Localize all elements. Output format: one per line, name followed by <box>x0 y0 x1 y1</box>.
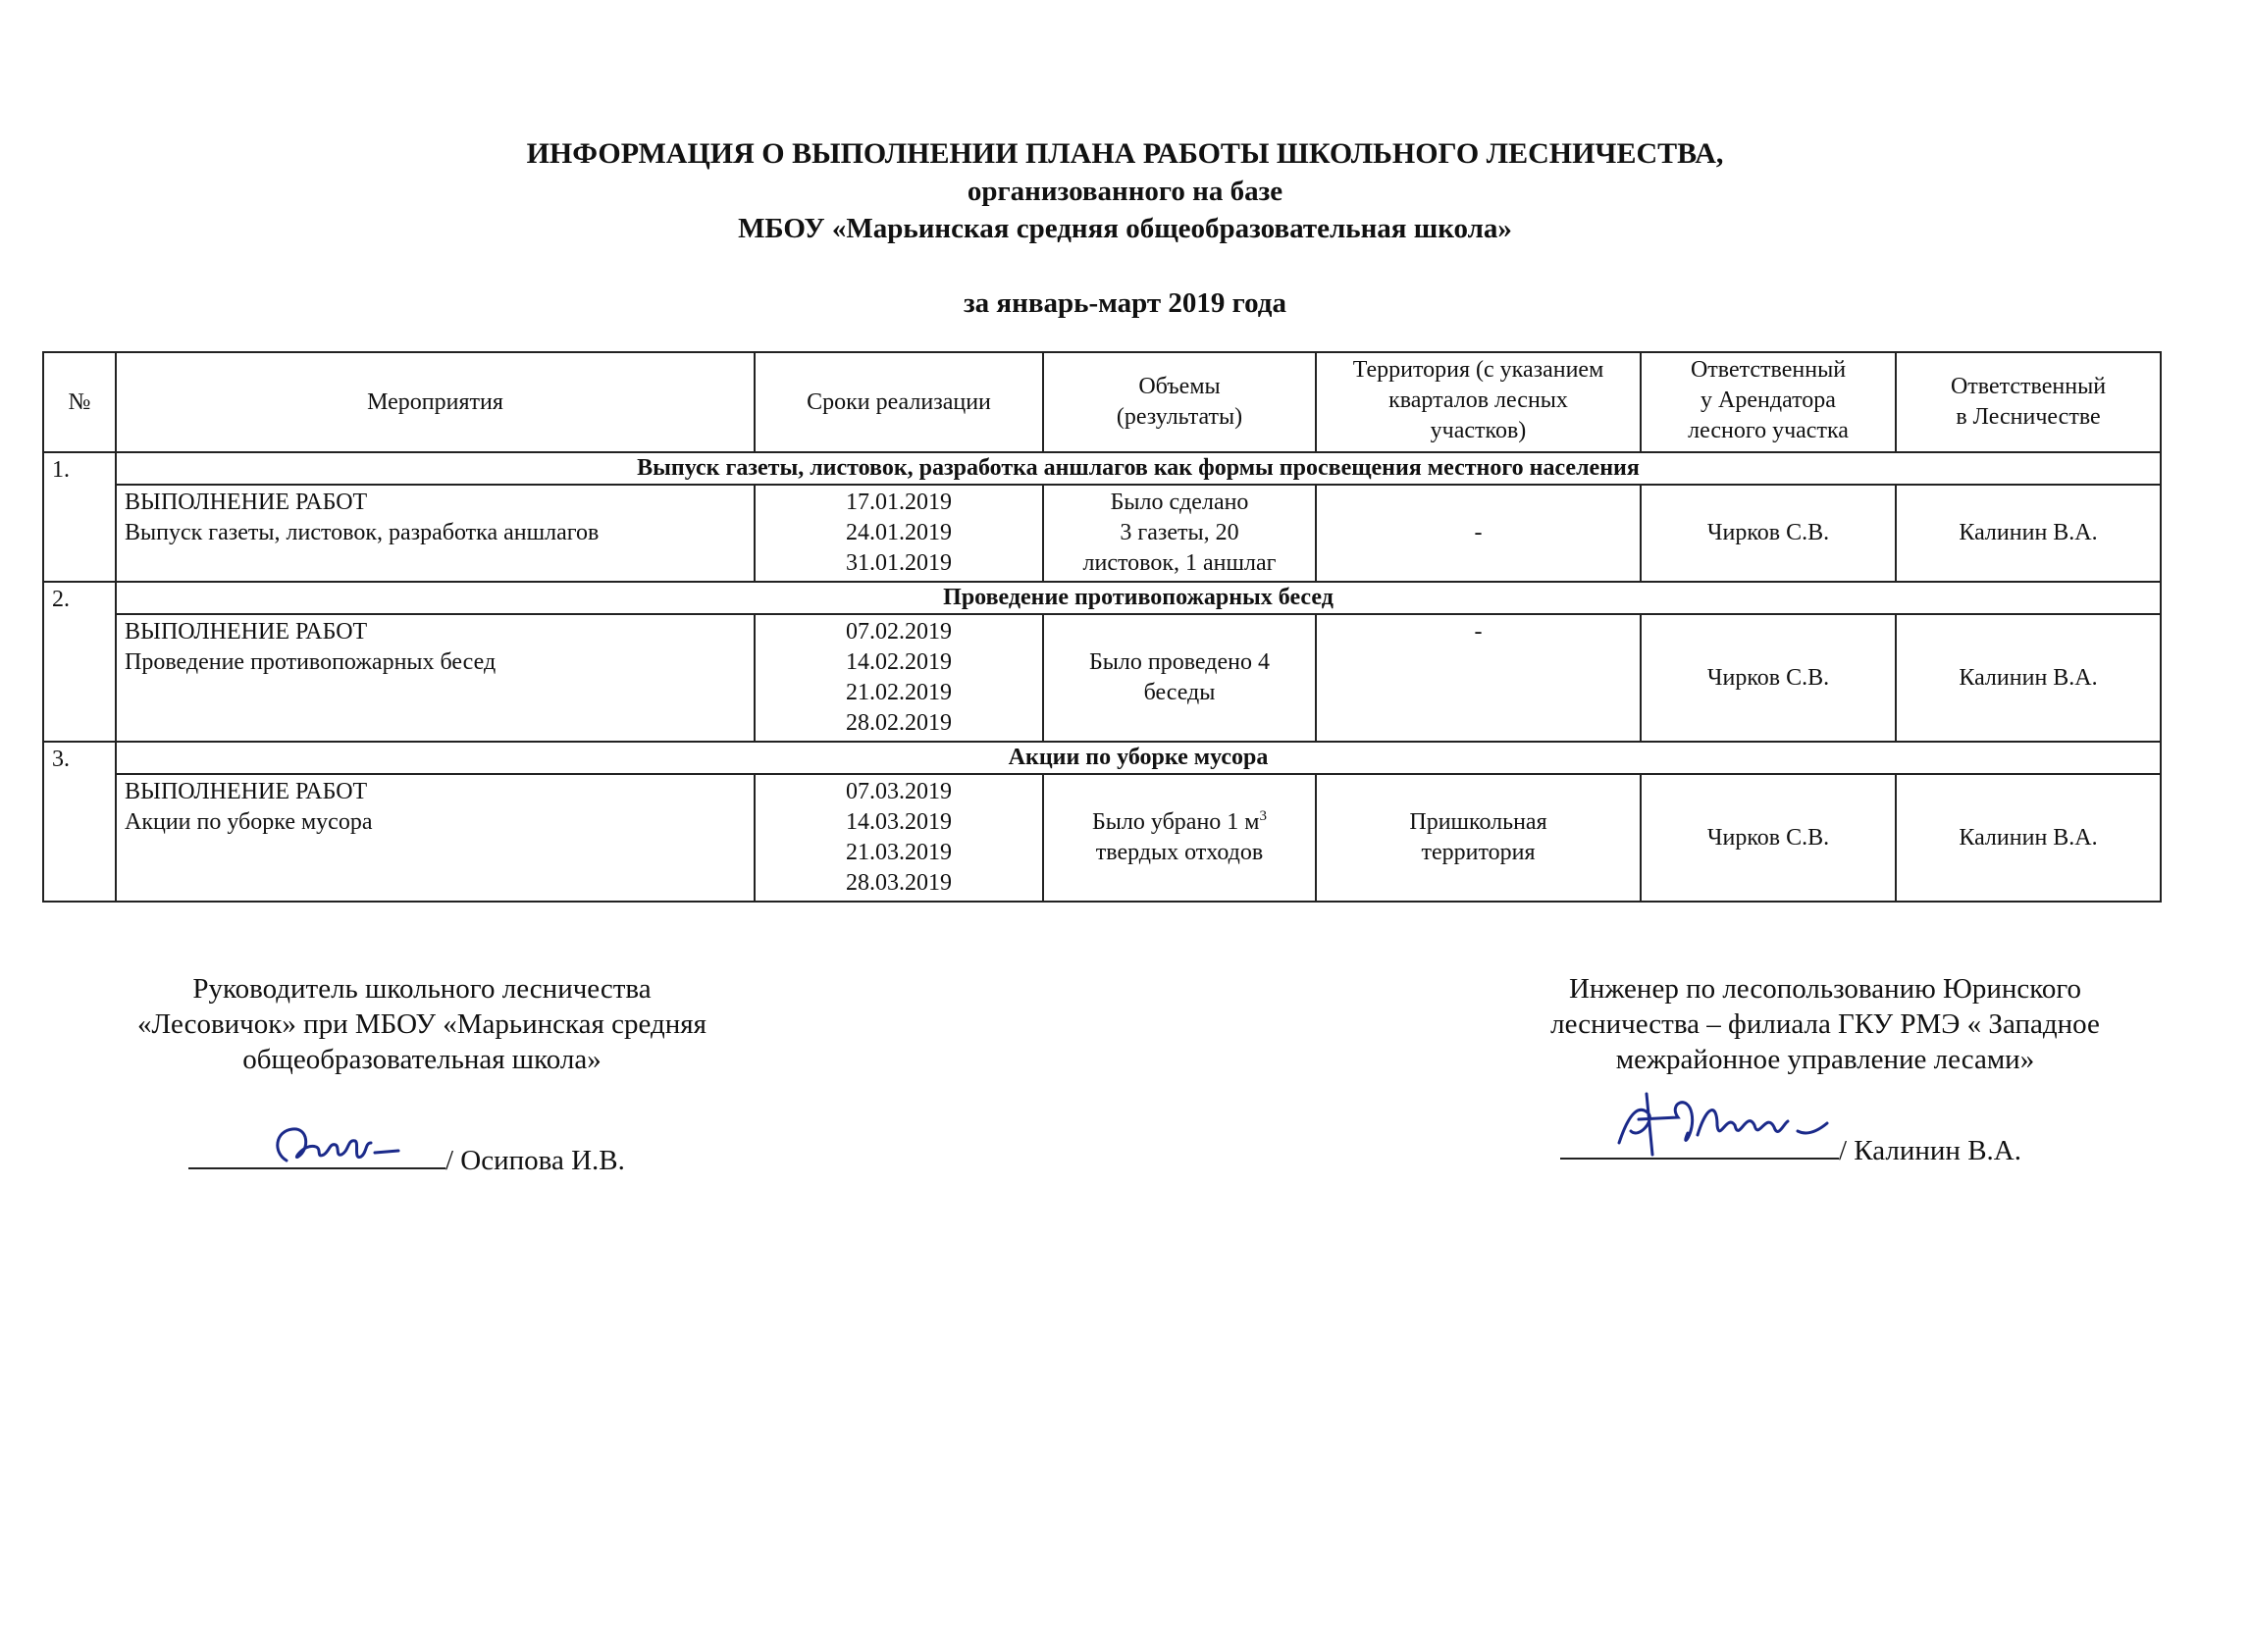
resp-tenant-cell: Чирков С.В. <box>1641 485 1896 582</box>
section-title: Акции по уборке мусора <box>116 742 2161 774</box>
volume-cell: Было проведено 4 беседы <box>1043 614 1316 742</box>
col-header-territory: Территория (с указанием кварталов лесных участков) <box>1316 352 1641 452</box>
resp-forest-cell: Калинин В.А. <box>1896 485 2161 582</box>
dates-cell: 07.02.2019 14.02.2019 21.02.2019 28.02.2019 <box>755 614 1043 742</box>
volume-cell: Было сделано 3 газеты, 20 листовок, 1 аншлаг <box>1043 485 1316 582</box>
dates-cell: 17.01.2019 24.01.2019 31.01.2019 <box>755 485 1043 582</box>
section-title: Проведение противопожарных бесед <box>116 582 2161 614</box>
section-row <box>43 452 2161 485</box>
section-number: 2. <box>43 582 116 742</box>
left-signature-line <box>188 1138 625 1178</box>
report-table <box>42 351 2162 903</box>
report-period: за январь-март 2019 года <box>964 287 1286 319</box>
left-signer-name: / Осипова И.В. <box>445 1145 625 1176</box>
col-header-resp-tenant: Ответственный у Арендатора лесного участка <box>1641 352 1896 452</box>
dates-cell: 07.03.2019 14.03.2019 21.03.2019 28.03.2019 <box>755 774 1043 902</box>
work-cell: ВЫПОЛНЕНИЕ РАБОТ Акции по уборке мусора <box>116 774 755 902</box>
document-header <box>0 135 2250 322</box>
resp-forest-cell: Калинин В.А. <box>1896 614 2161 742</box>
right-signature-line <box>1560 1128 2021 1168</box>
table-header-row <box>43 352 2161 452</box>
territory-cell: Пришкольная территория <box>1316 774 1641 902</box>
col-header-dates: Сроки реализации <box>755 352 1043 452</box>
section-number: 3. <box>43 742 116 902</box>
table-row <box>43 614 2161 742</box>
section-number: 1. <box>43 452 116 582</box>
left-signature-blank <box>188 1138 445 1169</box>
document-title: ИНФОРМАЦИЯ О ВЫПОЛНЕНИИ ПЛАНА РАБОТЫ ШКОЛЬНОГО ЛЕСНИЧЕСТВА, <box>526 137 1724 170</box>
table-row <box>43 485 2161 582</box>
right-signature-block: Инженер по лесопользованию Юринского лесничества – филиала ГКУ РМЭ « Западное межрайонное управление лесами» <box>1550 973 2100 1075</box>
section-title: Выпуск газеты, листовок, разработка аншлагов как формы просвещения местного населения <box>116 452 2161 485</box>
left-signature-block: Руководитель школьного лесничества «Лесовичок» при МБОУ «Марьинская средняя общеобразовательная школа» <box>137 973 706 1075</box>
col-header-volume: Объемы (результаты) <box>1043 352 1316 452</box>
document-subtitle: организованного на базе <box>967 176 1283 207</box>
col-header-num: № <box>43 352 116 452</box>
resp-forest-cell: Калинин В.А. <box>1896 774 2161 902</box>
right-signature-blank <box>1560 1128 1839 1160</box>
work-cell: ВЫПОЛНЕНИЕ РАБОТ Проведение противопожарных бесед <box>116 614 755 742</box>
territory-cell: - <box>1316 614 1641 742</box>
resp-tenant-cell: Чирков С.В. <box>1641 614 1896 742</box>
table-row <box>43 774 2161 902</box>
right-signer-name: / Калинин В.А. <box>1839 1135 2021 1166</box>
territory-cell: - <box>1316 485 1641 582</box>
resp-tenant-cell: Чирков С.В. <box>1641 774 1896 902</box>
school-name: МБОУ «Марьинская средняя общеобразовательная школа» <box>738 213 1512 244</box>
section-row <box>43 742 2161 774</box>
volume-cell: Было убрано 1 $м^3$ твердых отходов <box>1043 774 1316 902</box>
section-row <box>43 582 2161 614</box>
work-cell: ВЫПОЛНЕНИЕ РАБОТ Выпуск газеты, листовок, разработка аншлагов <box>116 485 755 582</box>
col-header-events: Мероприятия <box>116 352 755 452</box>
col-header-resp-forest: Ответственный в Лесничестве <box>1896 352 2161 452</box>
